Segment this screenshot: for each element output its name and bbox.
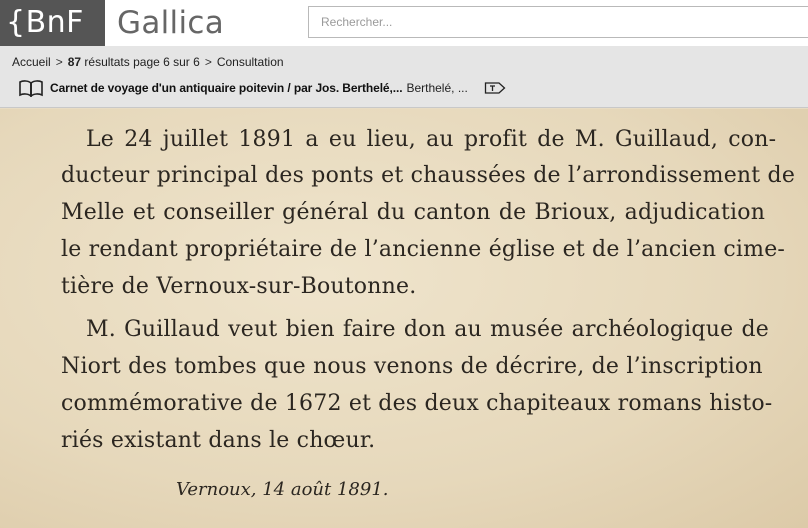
bnf-logo[interactable]: {BnF	[0, 0, 105, 46]
results-text: résultats page 6 sur 6	[84, 55, 200, 69]
search-input[interactable]	[308, 6, 808, 38]
page-line: le rendant propriétaire de l’ancienne église et de l’ancien cime-	[61, 237, 786, 262]
page-line: commémorative de 1672 et des deux chapiteaux romans histo-	[61, 391, 773, 416]
page-line: tière de Vernoux-sur-Boutonne.	[61, 274, 417, 299]
page-line: Le 24 juillet 1891 a eu lieu, au profit de M. Guillaud, con-	[86, 127, 777, 152]
page-line: M. Guillaud veut bien faire don au musée archéologique de	[86, 317, 769, 342]
page-line: Niort des tombes que nous venons de décrire, de l’inscription	[61, 354, 763, 379]
page-line: riés existant dans le chœur.	[61, 428, 376, 453]
results-count: 87	[67, 55, 82, 69]
breadcrumb-separator: >	[204, 55, 212, 69]
page-line: ducteur principal des ponts et chaussées de l’arrondissement de	[61, 163, 796, 188]
breadcrumb	[12, 55, 284, 69]
document-title-row	[18, 78, 506, 98]
document-info-bar	[0, 46, 808, 108]
breadcrumb-home[interactable]: Accueil	[12, 55, 51, 69]
gallica-logo[interactable]: Gallica	[117, 5, 224, 41]
breadcrumb-separator: >	[55, 55, 63, 69]
breadcrumb-current: Consultation	[216, 55, 284, 69]
document-author[interactable]: Berthelé, ...	[406, 81, 468, 95]
page-signature: Vernoux, 14 août 1891.	[176, 479, 389, 500]
book-icon	[18, 79, 44, 97]
breadcrumb-results[interactable]	[68, 55, 200, 69]
text-mode-icon[interactable]	[484, 81, 506, 95]
top-header	[0, 0, 808, 46]
document-title[interactable]: Carnet de voyage d'un antiquaire poitevin / par Jos. Berthelé,...	[50, 81, 403, 95]
page-line: Melle et conseiller général du canton de Brioux, adjudication	[61, 200, 766, 225]
scanned-page	[0, 109, 808, 528]
document-viewer[interactable]	[0, 109, 808, 528]
